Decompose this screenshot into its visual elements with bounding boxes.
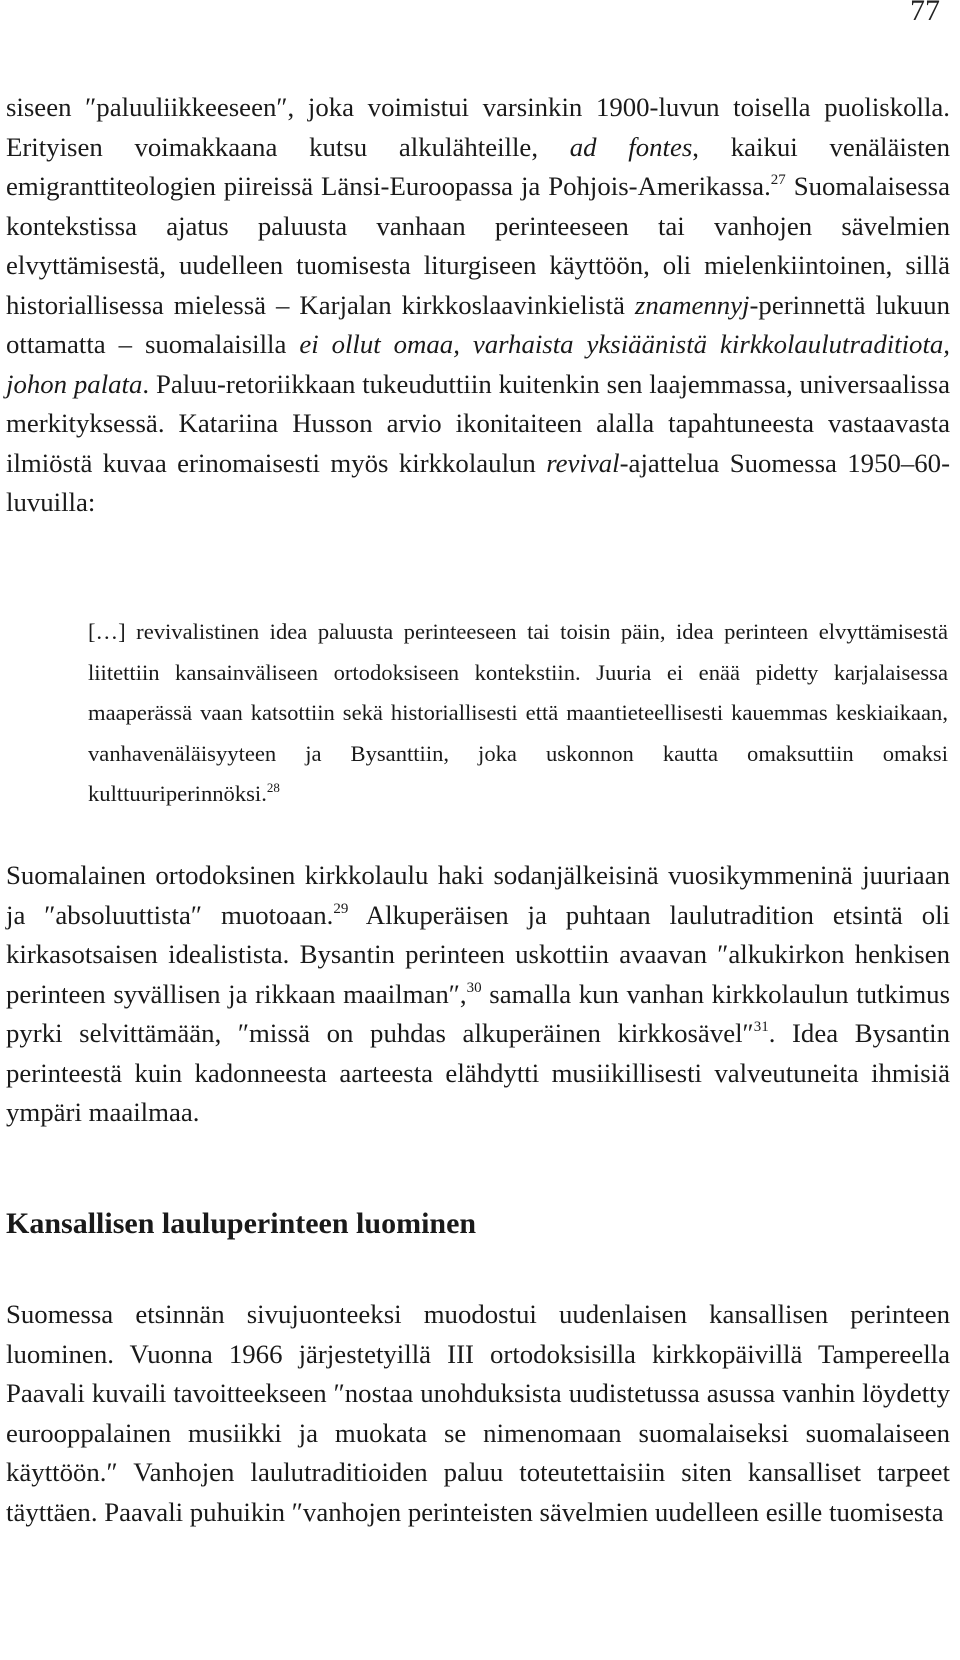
footnote-ref-29[interactable]: 29	[333, 900, 349, 917]
p1-text-2: , kaikui venäläisten emigranttiteologien piireissä Länsi-Euroopassa ja Pohjois-Amerikassa.	[6, 131, 950, 201]
paragraph-1	[6, 88, 950, 523]
quote-text: […] revivalistinen idea paluusta perinteeseen tai toisin päin, idea perinteen elvyttämisestä liitettiin kansainväliseen ortodoksiseen kontekstiin. Juuria ei enää pidetty karjalaisessa maaperässä vaan katsottiin sekä historiallisesti että maantieteellisesti kauemmas keskiaikaan, vanhavenäläisyyteen ja Bysanttiin, joka uskonnon kautta omaksuttiin omaksi kulttuuriperinnöksi.	[88, 619, 948, 806]
footnote-ref-27[interactable]: 27	[770, 172, 786, 188]
section-heading: Kansallisen lauluperinteen luominen	[6, 1207, 477, 1240]
p1-text-3: Suomalaisessa kontekstissa ajatus paluusta vanhaan perinteeseen tai vanhojen sävelmien elvyttämisestä, uudelleen tuomisesta liturgiseen käyttöön, oli mielenkiintoinen, sillä historiallisessa mielessä – Karjalan kirkkoslaavinkielistä	[6, 171, 950, 320]
footnote-ref-31[interactable]: 31	[753, 1019, 769, 1035]
paragraph-2	[6, 856, 950, 1133]
paragraph-3	[6, 1295, 950, 1532]
p2-text-4: . Idea Bysantin perinteestä kuin kadonneesta aarteesta elähdytti musiikillisesti valveutuneita ihmisiä ympäri maailmaa.	[6, 1018, 950, 1127]
footnote-ref-30[interactable]: 30	[466, 979, 482, 996]
footnote-ref-28[interactable]: 28	[266, 780, 280, 795]
p1-text-1: siseen ″paluuliikkeeseen″, joka voimistui varsinkin 1900-luvun toisella puoliskolla. Erityisen voimakkaana kutsu alkulähteille,	[6, 92, 950, 162]
p1-text-4: -perinnettä lukuun ottamatta – suomalaisilla	[6, 289, 950, 359]
p3-text: Suomessa etsinnän sivujuonteeksi muodostui uudenlaisen kansallisen perinteen luominen. Vuonna 1966 järjestetyillä III ortodoksisilla kirkkopäivillä Tampereella Paavali kuvaili tavoitteekseen ″nostaa unohduksista uudistetussa asussa vanhin löydetty eurooppalainen musiikki ja muokata se nimenomaan suomalaiseksi suomalaiseen käyttöön.″ Vanhojen laulutraditioiden paluu toteutettaisiin siten kansalliset tarpeet täyttäen. Paavali puhuikin ″vanhojen perinteisten sävelmien uudelleen esille tuomisesta	[6, 1299, 950, 1527]
p1-italic-ad-fontes: ad fontes	[569, 131, 693, 162]
p2-text-1: Suomalainen ortodoksinen kirkkolaulu haki sodanjälkeisinä vuosikymmeninä juuriaan ja ″absoluuttista″ muotoaan.	[6, 860, 950, 930]
p2-text-3: samalla kun vanhan kirkkolaulun tutkimus pyrki selvittämään, ″missä on puhdas alkuperäinen kirkkosävel″	[6, 978, 950, 1048]
block-quote	[88, 612, 948, 815]
p1-italic-phrase: ei ollut omaa, varhaista yksiäänistä kirkkolaulutraditiota, johon palata	[6, 329, 950, 399]
p1-italic-revival: revival	[546, 447, 620, 478]
p2-text-2: Alkuperäisen ja puhtaan laulutradition etsintä oli kirkasotsaisen idealistista. Bysantin perinteen uskottiin avaavan ″alkukirkon henkisen perinteen syvällisen ja rikkaan maailman″,	[6, 899, 950, 1009]
p1-text-5: . Paluu-retoriikkaan tukeuduttiin kuitenkin sen laajemmassa, universaalissa merkityksessä. Katariina Husson arvio ikonitaiteen alalla tapahtuneesta vastaavasta ilmiöstä kuvaa erinomaisesti myös kirkkolaulun	[6, 368, 950, 478]
p1-text-6: -ajattelua Suomessa 1950–60-luvuilla:	[6, 447, 950, 517]
p1-italic-znamennyj: znamennyj	[634, 289, 750, 320]
page-number: 77	[910, 0, 940, 27]
